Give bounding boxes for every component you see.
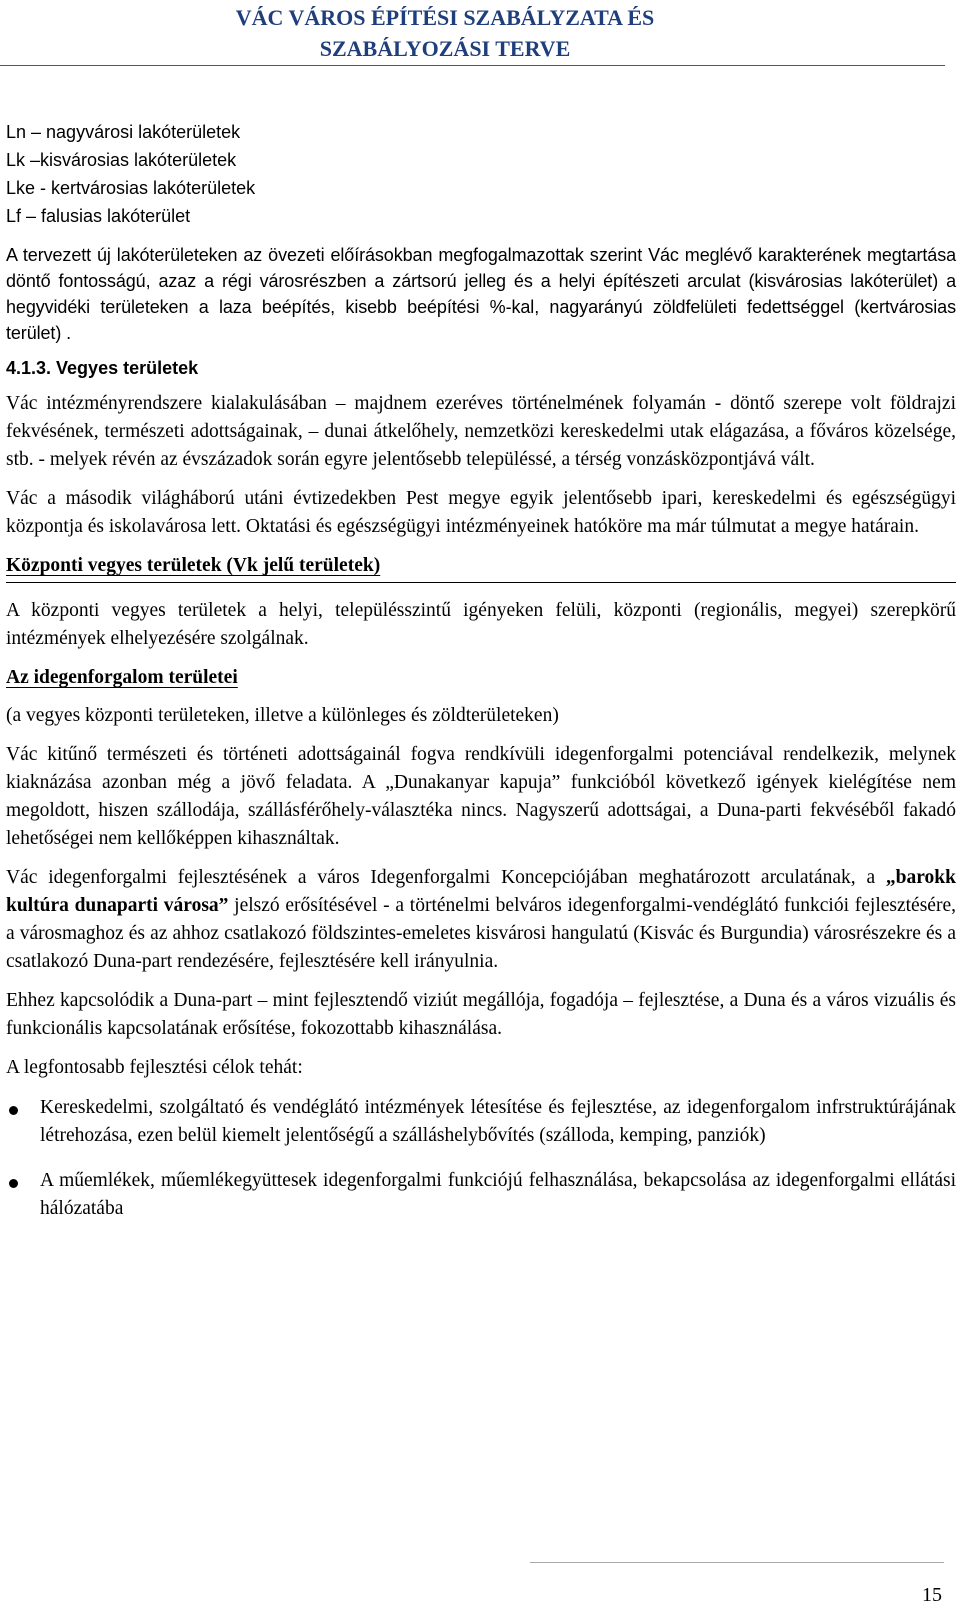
footer-divider xyxy=(530,1562,944,1563)
goals-list-item xyxy=(6,1167,956,1223)
paragraph-central-mixed: A központi vegyes területek a helyi, településszintű igényeken felüli, központi (regionális, megyei) szerepkörű intézmények elhelyezésére szolgálnak. xyxy=(6,600,956,649)
paragraph-tourism-development-end: jelszó erősítésével - a történelmi belváros idegenforgalmi-vendéglátó funkciói fejlesztésére, a városmaghoz és az ahhoz csatlakozó földszintes-emeletes kisvárosi hangulatú (Kisvác és Burgundia) városrészekre és a csatlakozó Duna-part rendezésére, fejlesztésére kell irányulnia. xyxy=(6,895,956,972)
goals-list-item-text: A műemlékek, műemlékegyüttesek idegenforgalmi funkciójú felhasználása, bekapcsolása az idegenforgalmi ellátási hálózatába xyxy=(40,1170,956,1219)
goals-list-item-text: Kereskedelmi, szolgáltató és vendéglátó intézmények létesítése és fejlesztése, az idegenforgalom infrstruktúrájának létrehozása, ezen belül kiemelt jelentőségű a szálláshelybővítés (szálloda, kemping, panziók) xyxy=(40,1097,956,1146)
goals-list xyxy=(6,1094,956,1223)
paragraph-tourism-development xyxy=(6,864,956,976)
bullet-icon xyxy=(9,1106,18,1115)
slogan-text: „barokk kultúra dunaparti városa” xyxy=(6,867,956,916)
abbreviation-lf: Lf – falusias lakóterület xyxy=(6,206,191,226)
abbreviation-lk: Lk –kisvárosias lakóterületek xyxy=(6,150,237,170)
paragraph-tourism-potential: Vác kitűnő természeti és történeti adottságainál fogva rendkívüli idegenforgalmi potenciával rendelkezik, melynek kiaknázása azonban még a jövő feladata. A „Dunakanyar kapuja” funkcióból következő igények kielégítése nem megoldott, hiszen szállodája, szállásférőhely-választéka nincs. Nagyszerű adottságai, a Duna-parti fekvéséből fakadó lehetőségei nem kellőképpen kihasználtak. xyxy=(6,744,956,849)
header-title-line-1: VÁC VÁROS ÉPÍTÉSI SZABÁLYZATA ÉS xyxy=(235,5,655,30)
page-header xyxy=(0,2,945,64)
abbreviation-lke: Lke - kertvárosias lakóterületek xyxy=(6,178,256,198)
paragraph-danube-bank: Ehhez kapcsolódik a Duna-part – mint fejlesztendő viziút megállója, fogadója – fejlesztése, a Duna és a város vizuális és funkcionális kapcsolatának erősítése, fokozottabb kihasználása. xyxy=(6,990,956,1039)
intro-paragraph: A tervezett új lakóterületeken az övezeti előírásokban megfogalmazottak szerint Vác meglévő karakterének megtartása döntő fontosságú, azaz a régi városrészben a zártsorú jelleg és a helyi építészeti arculat (kisvárosias lakóterület) a hegyvidéki területeken a laza beépítés, kisebb beépítési %-kal, nagyarányú zöldfelületi fedettséggel (kertvárosias terület) . xyxy=(6,245,956,343)
header-title xyxy=(0,2,945,64)
paragraph-goals-intro: A legfontosabb fejlesztési célok tehát: xyxy=(6,1057,303,1078)
section-heading: 4.1.3. Vegyes területek xyxy=(6,358,199,378)
abbreviation-list xyxy=(6,118,956,230)
header-divider xyxy=(0,65,945,66)
goals-list-item xyxy=(6,1094,956,1150)
subheading-central-mixed-text: Központi vegyes területek (Vk jelű területek) xyxy=(6,555,381,576)
paragraph-tourism-development-start: Vác idegenforgalmi fejlesztésének a város Idegenforgalmi Koncepciójában meghatározott arculatának, a xyxy=(6,867,886,888)
subheading-divider xyxy=(6,582,956,583)
paragraph-postwar: Vác a második világháború utáni évtizedekben Pest megye egyik jelentősebb ipari, kereskedelmi és egészségügyi központja és iskolavárosa lett. Oktatási és egészségügyi intézményeinek hatóköre ma már túlmutat a megye határain. xyxy=(6,488,956,537)
subheading-central-mixed xyxy=(6,552,956,580)
header-title-line-2: SZABÁLYOZÁSI TERVE xyxy=(319,36,571,61)
paragraph-tourism-areas: (a vegyes központi területeken, illetve a különleges és zöldterületeken) xyxy=(6,705,559,726)
page-number: 15 xyxy=(922,1584,942,1606)
paragraph-history: Vác intézményrendszere kialakulásában – majdnem ezeréves történelmének folyamán - döntő szerepe volt földrajzi fekvésének, természeti adottságainak, – dunai átkelőhely, nemzetközi kereskedelmi utak elágazása, a főváros közelsége, stb. - melyek révén az évszázadok során egyre jelentősebb településsé, a térség vonzásközpontjává vált. xyxy=(6,393,956,470)
abbreviation-ln: Ln – nagyvárosi lakóterületek xyxy=(6,122,241,142)
subheading-tourism-text: Az idegenforgalom területei xyxy=(6,667,238,688)
document-body xyxy=(6,118,956,1240)
subheading-tourism xyxy=(6,664,956,692)
bullet-icon xyxy=(9,1179,18,1188)
